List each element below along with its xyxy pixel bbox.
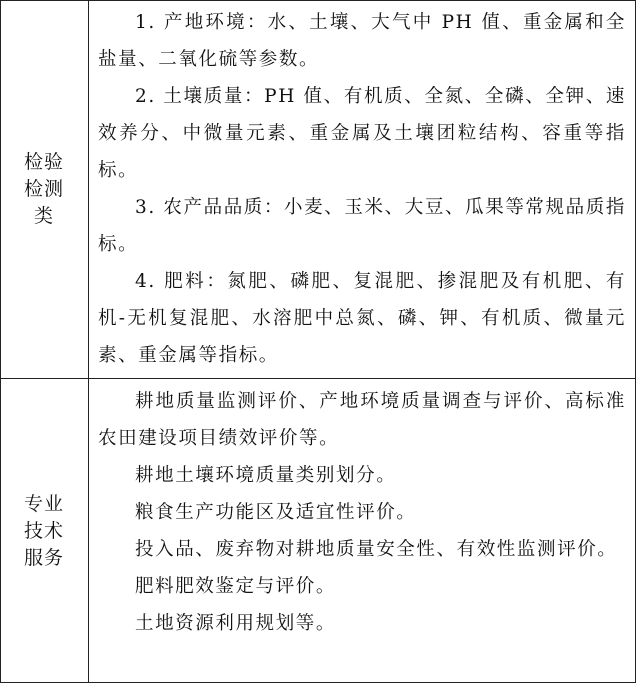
- column-divider: [88, 0, 89, 683]
- item-paragraph: 耕地土壤环境质量类别划分。: [135, 465, 397, 486]
- row-divider: [0, 378, 636, 379]
- item-paragraph: 投入品、废弃物对耕地质量安全性、有效性监测评价。: [135, 539, 618, 560]
- border-top: [0, 0, 636, 1]
- category-cell: [0, 379, 88, 683]
- category-label: 专业 技术 服务: [23, 492, 64, 569]
- content-cell: [88, 379, 636, 683]
- item-paragraph: 土地资源利用规划等。: [135, 613, 337, 634]
- content-cell: [88, 0, 636, 379]
- item-paragraph: 1. 产地环境：水、土壤、大气中 PH 值、重金属和全盐量、二氧化硫等参数。: [98, 12, 626, 70]
- category-cell: [0, 0, 88, 379]
- item-paragraph: 耕地质量监测评价、产地环境质量调查与评价、高标准农田建设项目绩效评价等。: [98, 391, 626, 449]
- item-paragraph: 4. 肥料：氮肥、磷肥、复混肥、掺混肥及有机肥、有机-无机复混肥、水溶肥中总氮、磷、钾、有机质、微量元素、重金属等指标。: [98, 271, 626, 366]
- border-left: [0, 0, 1, 683]
- item-paragraph: 肥料肥效鉴定与评价。: [135, 576, 337, 597]
- table-row-services: [0, 379, 636, 683]
- item-paragraph: 粮食生产功能区及适宜性评价。: [135, 502, 417, 523]
- item-paragraph: 2. 土壤质量：PH 值、有机质、全氮、全磷、全钾、速效养分、中微量元素、重金属及土壤团粒结构、容重等指标。: [98, 86, 626, 181]
- item-paragraph: 3. 农产品品质：小麦、玉米、大豆、瓜果等常规品质指标。: [98, 197, 626, 255]
- category-label: 检验 检测 类: [23, 151, 64, 227]
